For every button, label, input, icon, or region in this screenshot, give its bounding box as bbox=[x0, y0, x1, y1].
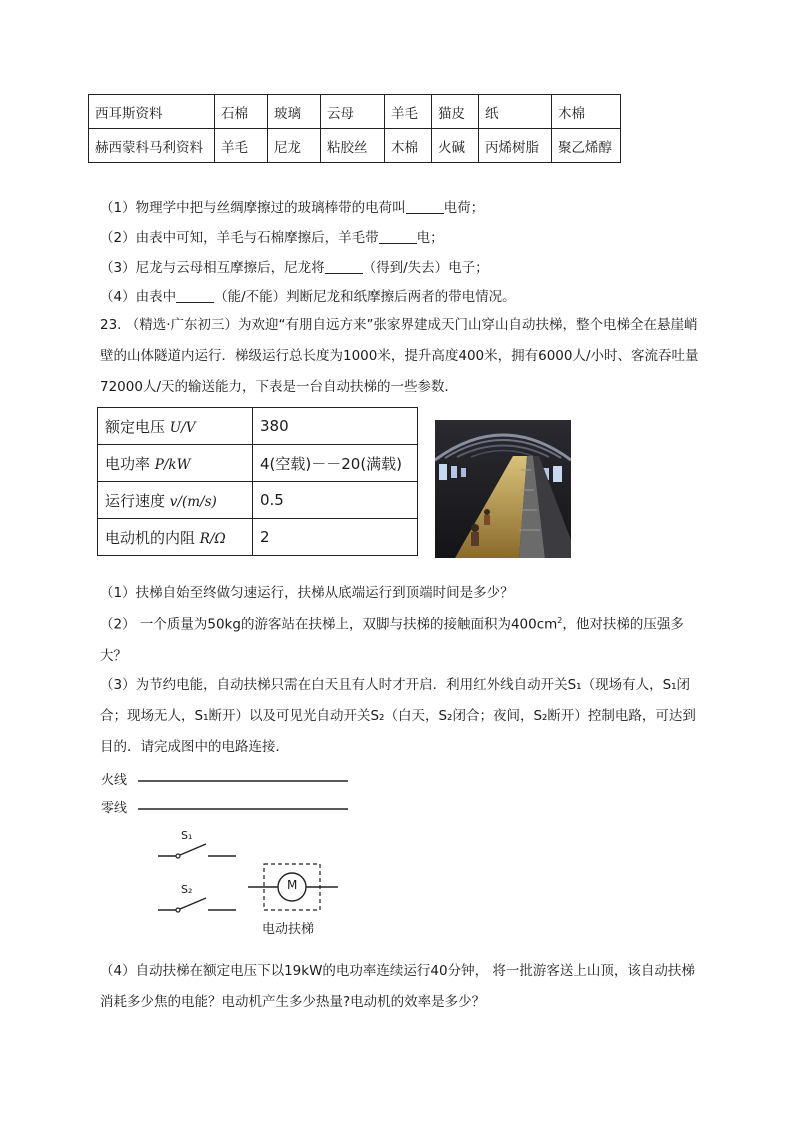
switch-s2-label: S₂ bbox=[181, 883, 193, 896]
table-cell: 纸 bbox=[479, 95, 552, 129]
neutral-wire-label: 零线 bbox=[101, 801, 128, 816]
switch-s1 bbox=[158, 844, 236, 858]
table-row bbox=[89, 129, 621, 163]
answer-blank[interactable] bbox=[325, 259, 363, 274]
table-cell: 石棉 bbox=[215, 95, 268, 129]
escalator-parameter-table bbox=[97, 407, 418, 556]
q23-part2: （2） 一个质量为50kg的游客站在扶梯上，双脚与扶梯的接触面积为$400cm^2$，他对扶梯的压强多大？ bbox=[100, 616, 684, 664]
motor-caption: 电动扶梯 bbox=[262, 922, 315, 937]
param-value-cell: 0.5 bbox=[253, 482, 418, 519]
table-row bbox=[98, 482, 418, 519]
table-cell: 玻璃 bbox=[268, 95, 321, 129]
answer-blank[interactable] bbox=[406, 199, 444, 214]
param-name-cell: 电功率 P/kW bbox=[98, 445, 253, 482]
table-cell: 火碱 bbox=[432, 129, 479, 163]
param-name-cell: 额定电压 U/V bbox=[98, 408, 253, 445]
switch-s2 bbox=[158, 898, 236, 912]
param-value-cell: 4(空载)－－20(满载) bbox=[253, 445, 418, 482]
table-row bbox=[98, 408, 418, 445]
table-cell: 云母 bbox=[321, 95, 385, 129]
q22-part4: （4）由表中 （能/不能）判断尼龙和纸摩擦后两者的带电情况。 bbox=[100, 289, 516, 305]
table-cell: 粘胶丝 bbox=[321, 129, 385, 163]
answer-blank[interactable] bbox=[379, 229, 417, 244]
table-cell: 羊毛 bbox=[385, 95, 432, 129]
q23-part4: （4）自动扶梯在额定电压下以19kW的电功率连续运行40分钟， 将一批游客送上山顶，该自动扶梯消耗多少焦的电能？电动机产生多少热量?电动机的效率是多少？ bbox=[100, 963, 695, 1010]
table-cell: 猫皮 bbox=[432, 95, 479, 129]
q22-part3: （3）尼龙与云母相互摩擦后，尼龙将 （得到/失去）电子； bbox=[100, 260, 489, 276]
q23-part1: （1）扶梯自始至终做匀速运行，扶梯从底端运行到顶端时间是多少？ bbox=[100, 585, 514, 601]
table-cell: 赫西蒙科马利资料 bbox=[89, 129, 215, 163]
switch-s1-label: S₁ bbox=[181, 829, 193, 842]
table-row bbox=[89, 95, 621, 129]
table-cell: 尼龙 bbox=[268, 129, 321, 163]
table-cell: 丙烯树脂 bbox=[479, 129, 552, 163]
answer-blank[interactable] bbox=[176, 288, 214, 303]
circuit-diagram bbox=[90, 762, 360, 942]
param-value-cell: 2 bbox=[253, 519, 418, 556]
table-cell: 羊毛 bbox=[215, 129, 268, 163]
table-row bbox=[98, 445, 418, 482]
table-cell: 西耳斯资料 bbox=[89, 95, 215, 129]
param-name-cell: 运行速度 v/(m/s) bbox=[98, 482, 253, 519]
table-row bbox=[98, 519, 418, 556]
triboelectric-series-table bbox=[88, 94, 621, 163]
live-wire-label: 火线 bbox=[101, 773, 128, 788]
q23-part3: （3）为节约电能，自动扶梯只需在白天且有人时才开启．利用红外线自动开关S₁（现场有人，S₁闭合；现场无人，S₁断开）以及可见光自动开关S₂（白天，S₂闭合；夜间，S₂断开）控制电路，可达到目的．请完成图中的电路连接． bbox=[100, 677, 696, 755]
param-name-cell: 电动机的内阻 R/Ω bbox=[98, 519, 253, 556]
q23-intro: 23. （精选·广东初三）为欢迎“有朋自远方来”张家界建成天门山穿山自动扶梯，整个电梯全在悬崖峭壁的山体隧道内运行．梯级运行总长度为1000米，提升高度400米，拥有6000人/小时、客流吞吐量72000人/天的输送能力，下表是一台自动扶梯的一些参数． bbox=[100, 317, 699, 395]
param-value-cell: 380 bbox=[253, 408, 418, 445]
q22-part1: （1）物理学中把与丝绸摩擦过的玻璃棒带的电荷叫 电荷； bbox=[100, 200, 485, 216]
table-cell: 木棉 bbox=[385, 129, 432, 163]
table-cell: 聚乙烯醇 bbox=[552, 129, 621, 163]
motor-label: M bbox=[287, 878, 298, 892]
table-cell: 木棉 bbox=[552, 95, 621, 129]
q22-part2: （2）由表中可知，羊毛与石棉摩擦后，羊毛带 电； bbox=[100, 230, 444, 246]
escalator-tunnel-photo bbox=[435, 420, 571, 558]
